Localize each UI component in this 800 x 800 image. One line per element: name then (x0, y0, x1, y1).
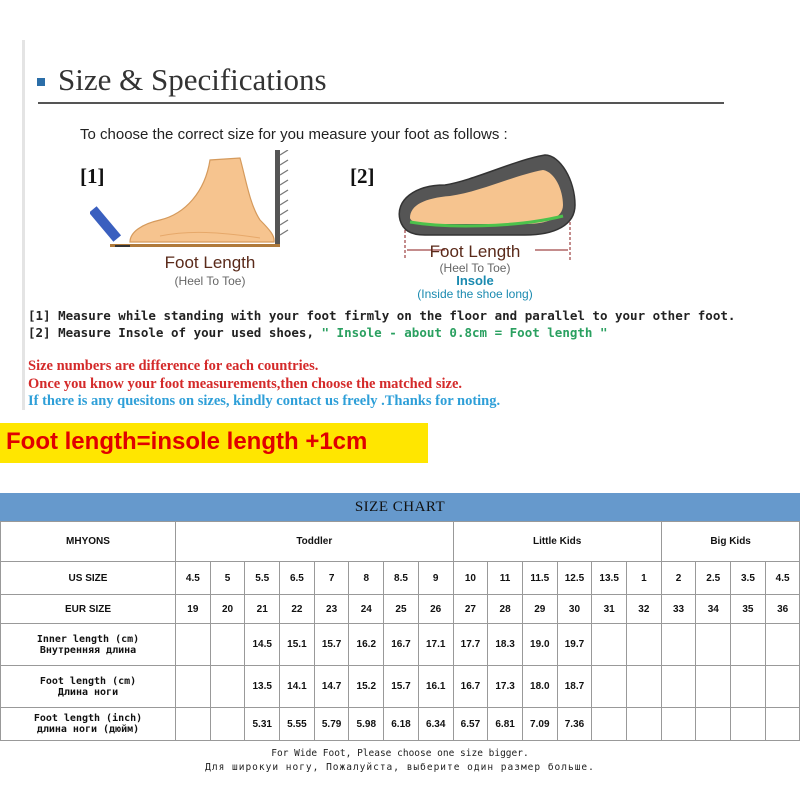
foot-cm-cell (210, 666, 245, 708)
group-little-kids: Little Kids (453, 522, 661, 562)
group-toddler: Toddler (176, 522, 454, 562)
inner-cm-cell: 17.1 (418, 624, 453, 666)
size-chart-title: SIZE CHART (0, 493, 800, 521)
inner-length-label (1, 624, 176, 666)
us-cell: 6.5 (280, 562, 315, 595)
foot-inch-cell (765, 708, 800, 741)
inner-cm-cell: 19.7 (557, 624, 592, 666)
eur-cell: 26 (418, 595, 453, 624)
table-row-foot-inch (1, 708, 800, 741)
inner-cm-cell: 18.3 (488, 624, 523, 666)
panel-border (22, 40, 25, 410)
us-cell: 4.5 (765, 562, 800, 595)
eur-cell: 24 (349, 595, 384, 624)
note-step-2 (28, 325, 607, 340)
foot-cm-label-ru: Длина ноги (57, 686, 119, 698)
eur-cell: 32 (627, 595, 662, 624)
eur-cell: 20 (210, 595, 245, 624)
eur-cell: 36 (765, 595, 800, 624)
inner-cm-cell: 15.1 (280, 624, 315, 666)
foot-cm-label (1, 666, 176, 708)
inner-cm-cell (176, 624, 211, 666)
eur-cell: 28 (488, 595, 523, 624)
foot-cm-cell (765, 666, 800, 708)
warning-line-1: Size numbers are difference for each countries. (28, 358, 319, 374)
bullet-icon (37, 78, 45, 86)
foot-inch-cell: 6.34 (418, 708, 453, 741)
eur-cell: 22 (280, 595, 315, 624)
eur-cell: 27 (453, 595, 488, 624)
foot-inch-label (1, 708, 176, 741)
foot-cm-cell: 14.1 (280, 666, 315, 708)
foot-cm-cell (627, 666, 662, 708)
foot-inch-cell (661, 708, 696, 741)
inner-cm-cell (210, 624, 245, 666)
foot-cm-cell: 13.5 (245, 666, 280, 708)
foot-measure-illustration (90, 150, 305, 255)
heel-to-toe-caption-2: (Heel To Toe) (439, 261, 511, 275)
inner-cm-cell: 17.7 (453, 624, 488, 666)
foot-inch-cell: 5.79 (314, 708, 349, 741)
step-2-label: [2] (350, 164, 375, 188)
foot-length-caption: Foot Length (164, 253, 256, 272)
highlight-text: Foot length=insole length +1cm (6, 428, 368, 455)
table-row (1, 522, 800, 562)
foot-cm-cell (661, 666, 696, 708)
foot-cm-cell: 15.2 (349, 666, 384, 708)
foot-inch-cell (176, 708, 211, 741)
foot-cm-cell: 16.1 (418, 666, 453, 708)
inner-label-en: Inner length (cm) (36, 633, 140, 645)
foot-cm-cell (176, 666, 211, 708)
foot-cm-cell (731, 666, 766, 708)
eur-cell: 19 (176, 595, 211, 624)
us-cell: 9 (418, 562, 453, 595)
us-cell: 5 (210, 562, 245, 595)
inner-cm-cell: 19.0 (522, 624, 557, 666)
us-cell: 8 (349, 562, 384, 595)
eur-cell: 23 (314, 595, 349, 624)
us-cell: 5.5 (245, 562, 280, 595)
foot-inch-cell (592, 708, 627, 741)
step-1-label: [1] (80, 164, 105, 188)
warning-line-2: Once you know your foot measurements,then choose the matched size. (28, 376, 463, 392)
inner-cm-cell: 16.7 (384, 624, 419, 666)
contact-note: If there is any quesitons on sizes, kindly contact us freely .Thanks for noting. (28, 393, 501, 409)
foot-inch-cell: 5.31 (245, 708, 280, 741)
eur-cell: 25 (384, 595, 419, 624)
eur-cell: 31 (592, 595, 627, 624)
us-cell: 1 (627, 562, 662, 595)
page-title: Size & Specifications (58, 62, 327, 97)
size-chart-table (0, 521, 800, 741)
inner-cm-cell (696, 624, 731, 666)
foot-inch-cell: 6.81 (488, 708, 523, 741)
us-cell: 11 (488, 562, 523, 595)
us-size-label: US SIZE (1, 562, 176, 595)
foot-inch-cell: 6.18 (384, 708, 419, 741)
foot-cm-cell: 16.7 (453, 666, 488, 708)
table-row-eur (1, 595, 800, 624)
foot-inch-cell: 6.57 (453, 708, 488, 741)
foot-cm-cell (592, 666, 627, 708)
eur-cell: 30 (557, 595, 592, 624)
us-cell: 2 (661, 562, 696, 595)
footer-note-en: For Wide Foot, Please choose one size bigger. (271, 748, 529, 759)
eur-cell: 21 (245, 595, 280, 624)
eur-cell: 34 (696, 595, 731, 624)
foot-cm-cell: 17.3 (488, 666, 523, 708)
foot-cm-cell: 18.0 (522, 666, 557, 708)
foot-inch-cell (696, 708, 731, 741)
us-cell: 2.5 (696, 562, 731, 595)
insole-caption: Insole (456, 273, 494, 288)
inner-cm-cell: 15.7 (314, 624, 349, 666)
us-cell: 12.5 (557, 562, 592, 595)
inner-cm-cell (731, 624, 766, 666)
foot-cm-cell: 14.7 (314, 666, 349, 708)
foot-inch-cell: 5.55 (280, 708, 315, 741)
inner-cm-cell (592, 624, 627, 666)
us-cell: 10 (453, 562, 488, 595)
inner-cm-cell: 16.2 (349, 624, 384, 666)
table-row-us (1, 562, 800, 595)
foot-inch-label-ru: длина ноги (дюйм) (36, 724, 140, 735)
table-row-foot-cm (1, 666, 800, 708)
note-step-1: [1] Measure while standing with your foot firmly on the floor and parallel to your other foot. (28, 308, 736, 323)
inner-cm-cell (765, 624, 800, 666)
us-cell: 8.5 (384, 562, 419, 595)
us-cell: 13.5 (592, 562, 627, 595)
table-row-inner (1, 624, 800, 666)
heel-to-toe-caption: (Heel To Toe) (174, 274, 246, 288)
us-cell: 3.5 (731, 562, 766, 595)
eur-cell: 35 (731, 595, 766, 624)
heading-divider (38, 102, 724, 104)
note-step-2-text: [2] Measure Insole of your used shoes, (28, 325, 322, 340)
us-cell: 4.5 (176, 562, 211, 595)
foot-inch-cell: 7.36 (557, 708, 592, 741)
inner-cm-cell (627, 624, 662, 666)
brand-cell: MHYONS (1, 522, 176, 562)
eur-cell: 33 (661, 595, 696, 624)
inner-label-ru: Внутренняя длина (39, 644, 137, 656)
us-cell: 11.5 (522, 562, 557, 595)
foot-cm-cell (696, 666, 731, 708)
foot-cm-label-en: Foot length (cm) (39, 675, 137, 687)
instruction-text: To choose the correct size for you measure your foot as follows : (80, 126, 508, 143)
foot-cm-cell: 18.7 (557, 666, 592, 708)
insole-sub-caption: (Inside the shoe long) (417, 287, 533, 301)
foot-inch-cell: 7.09 (522, 708, 557, 741)
eur-size-label: EUR SIZE (1, 595, 176, 624)
foot-inch-cell (731, 708, 766, 741)
insole-formula: " Insole - about 0.8cm = Foot length " (321, 325, 608, 340)
footer-note-ru: Для широкуи ногу, Пожалуйста, выберите один размер больше. (205, 762, 595, 773)
foot-cm-cell: 15.7 (384, 666, 419, 708)
eur-cell: 29 (522, 595, 557, 624)
inner-cm-cell (661, 624, 696, 666)
inner-cm-cell: 14.5 (245, 624, 280, 666)
foot-length-caption-2: Foot Length (429, 242, 521, 261)
us-cell: 7 (314, 562, 349, 595)
foot-inch-cell (627, 708, 662, 741)
foot-inch-cell (210, 708, 245, 741)
group-big-kids: Big Kids (661, 522, 800, 562)
foot-inch-cell: 5.98 (349, 708, 384, 741)
foot-inch-label-en: Foot length (inch) (33, 713, 143, 724)
